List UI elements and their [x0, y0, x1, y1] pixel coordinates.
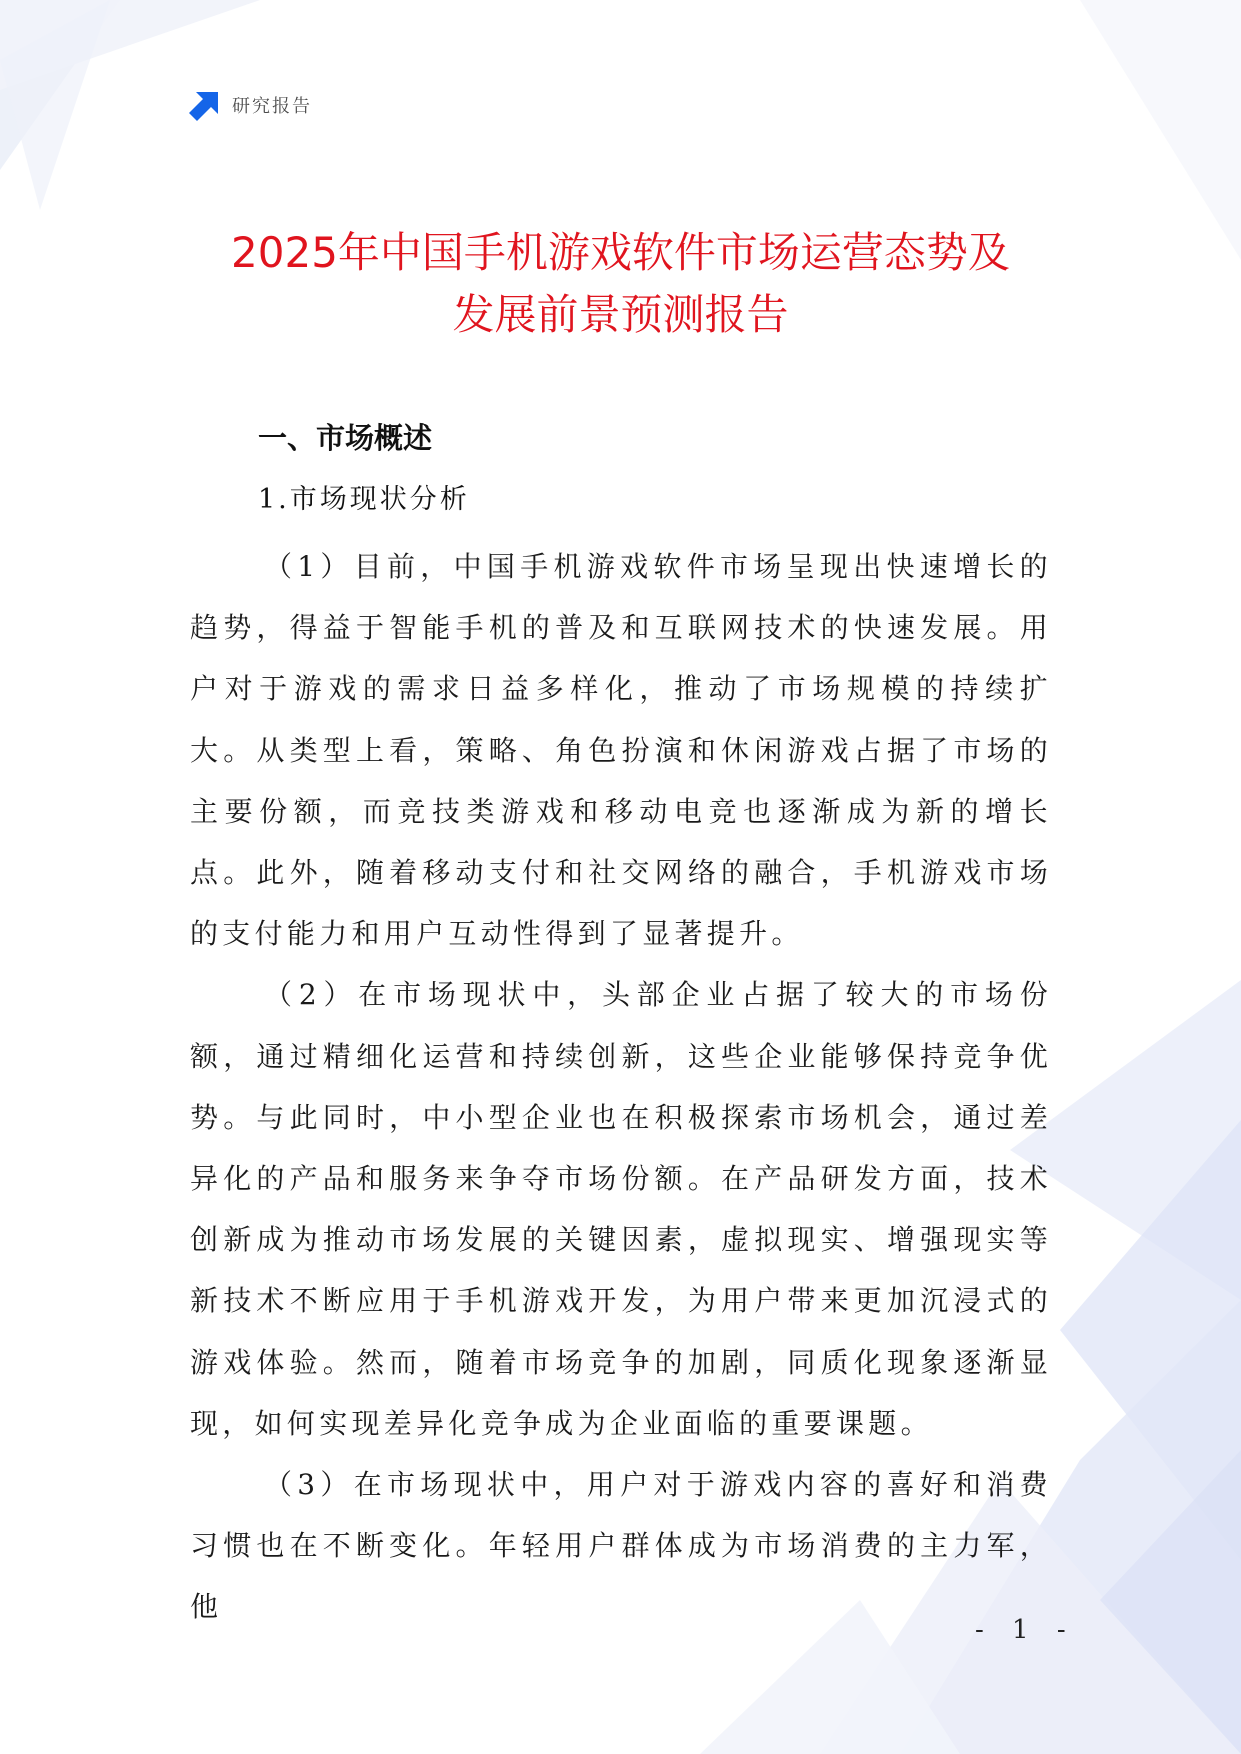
section-heading: 一、市场概述	[258, 421, 433, 455]
report-title	[110, 222, 1131, 346]
arrow-up-right-icon	[188, 88, 222, 122]
paragraph-3: （3）在市场现状中，用户对于游戏内容的喜好和消费习惯也在不断变化。年轻用户群体成为市场消费的主力军，他	[190, 1468, 1052, 1624]
paragraph-2: （2）在市场现状中，头部企业占据了较大的市场份额，通过精细化运营和持续创新，这些企业能够保持竞争优势。与此同时，中小型企业也在积极探索市场机会，通过差异化的产品和服务来争夺市场份额。在产品研发方面，技术创新成为推动市场发展的关键因素，虚拟现实、增强现实等新技术不断应用于手机游戏开发，为用户带来更加沉浸式的游戏体验。然而，随着市场竞争的加剧，同质化现象逐渐显现，如何实现差异化竞争成为企业面临的重要课题。	[190, 978, 1052, 1440]
report-header	[188, 88, 312, 122]
subsection-heading: 1.市场现状分析	[258, 484, 470, 515]
header-label: 研究报告	[232, 96, 312, 117]
report-title-line-1: 2025年中国手机游戏软件市场运营态势及	[231, 228, 1010, 277]
report-title-line-2: 发展前景预测报告	[452, 290, 789, 339]
page-number: - 1 -	[975, 1615, 1076, 1645]
paragraph-1: （1）目前，中国手机游戏软件市场呈现出快速增长的趋势，得益于智能手机的普及和互联网技术的快速发展。用户对于游戏的需求日益多样化，推动了市场规模的持续扩大。从类型上看，策略、角色扮演和休闲游戏占据了市场的主要份额，而竞技类游戏和移动电竞也逐渐成为新的增长点。此外，随着移动支付和社交网络的融合，手机游戏市场的支付能力和用户互动性得到了显著提升。	[190, 550, 1052, 951]
body-text	[190, 536, 1052, 1638]
